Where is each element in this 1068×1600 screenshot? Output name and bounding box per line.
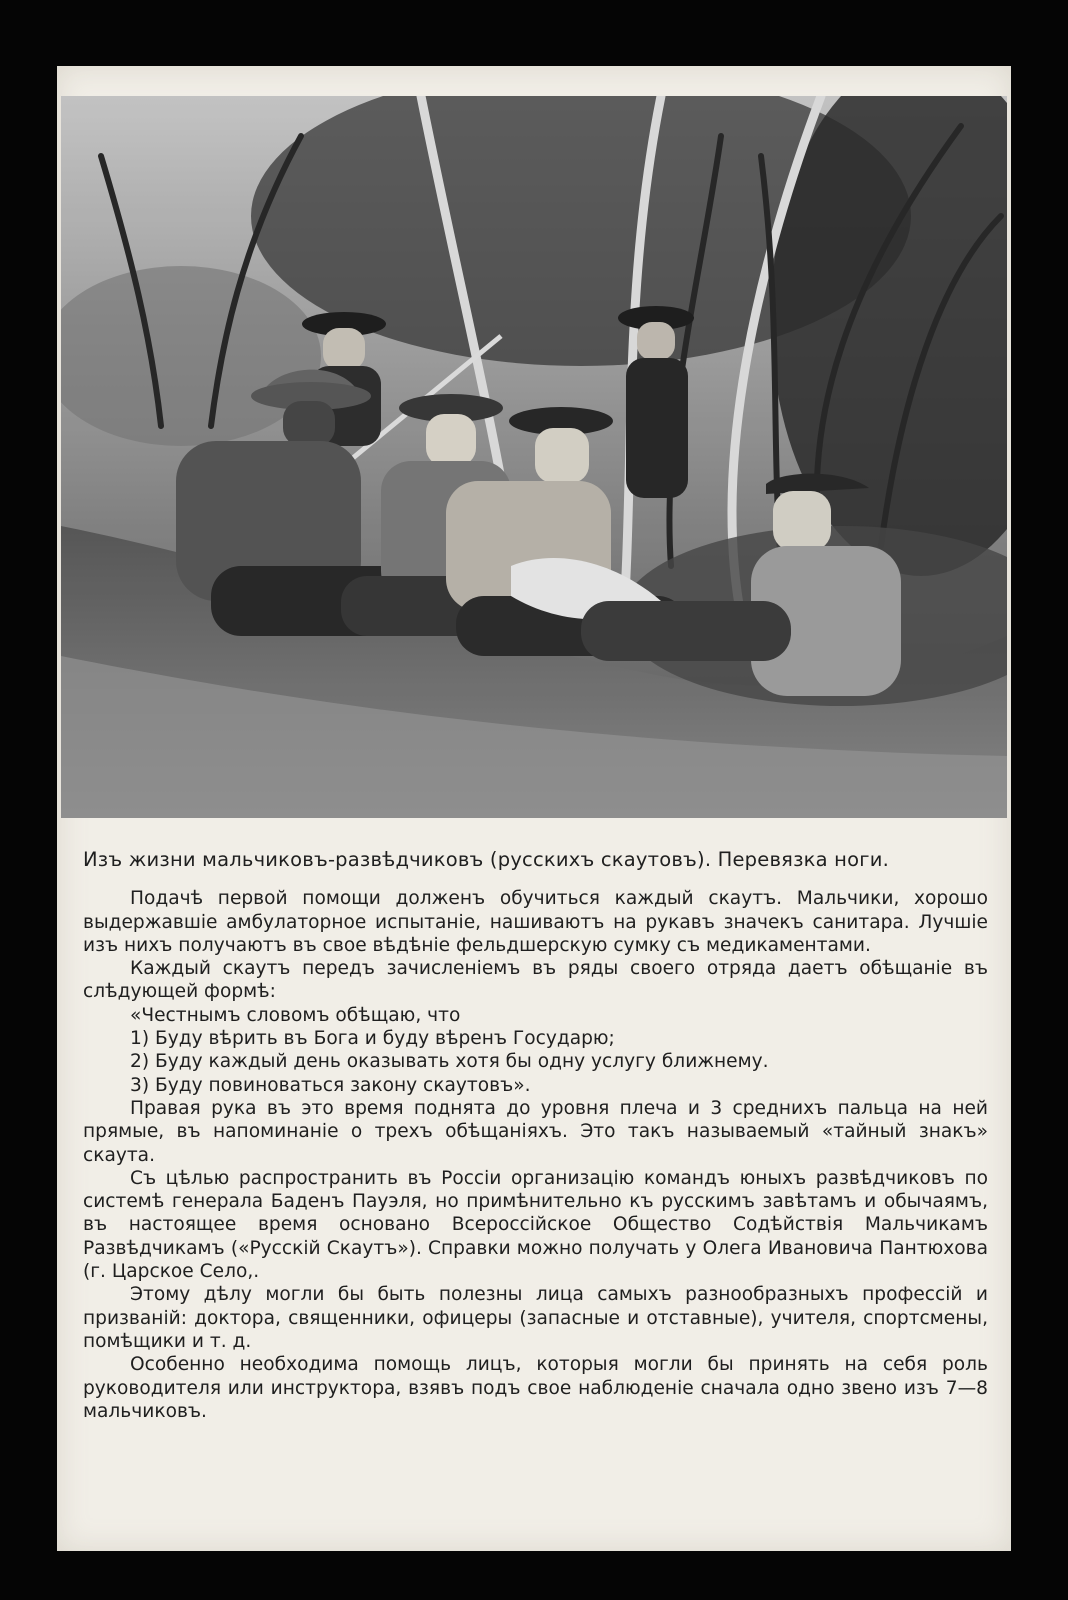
oath-opening: «Честнымъ словомъ обѣщаю, что — [130, 1004, 461, 1026]
paragraph-secret-sign: Правая рука въ это время поднята до уровня плеча и 3 среднихъ пальца на ней прямые, въ напоминаніе о трехъ обѣщаніяхъ. Это такъ называемый «тайный знакъ» скаута. — [83, 1097, 988, 1166]
postcard — [57, 66, 1011, 1551]
paragraph-society: Съ цѣлью распространить въ Россіи организацію командъ юныхъ развѣдчиковъ по системѣ генерала Баденъ Пауэля, но примѣнительно къ русскимъ завѣтамъ и обычаямъ, въ настоящее время основано Всероссійское Общество Содѣйствія Мальчикамъ Развѣдчикамъ («Русскій Скаутъ»). Справки можно получать у Олега Ивановича Пантюхова (г. Царское Село,. — [83, 1167, 988, 1283]
card-text — [83, 848, 988, 1423]
photo-caption: Изъ жизни мальчиковъ-развѣдчиковъ (русскихъ скаутовъ). Перевязка ноги. — [83, 848, 889, 871]
paragraph-oath-intro: Каждый скаутъ передъ зачисленіемъ въ ряды своего отряда даетъ обѣщаніе въ слѣдующей формѣ: — [83, 958, 988, 1003]
paragraph-helpers: Этому дѣлу могли бы быть полезны лица самыхъ разнообразныхъ профессій и призваній: доктора, священники, офицеры (запасные и отставные), учителя, спортсмены, помѣщики и т. д. — [83, 1284, 988, 1352]
paragraph-leaders: Особенно необходима помощь лицъ, которыя могли бы принять на себя роль руководителя или инструктора, взявъ подъ свое наблюденіе сначала одно звено изъ 7—8 мальчиковъ. — [83, 1354, 988, 1422]
photo-illustration — [61, 96, 1007, 818]
paragraph-first-aid: Подачѣ первой помощи долженъ обучиться каждый скаутъ. Мальчики, хорошо выдержавшіе амбулаторное испытаніе, нашиваютъ на рукавъ значекъ санитара. Лучшіе изъ нихъ получаютъ въ свое вѣдѣніе фельдшерскую сумку съ медикаментами. — [83, 888, 988, 956]
oath-item-1: 1) Буду вѣрить въ Бога и буду вѣренъ Государю; — [130, 1028, 615, 1050]
oath-item-2: 2) Буду каждый день оказывать хотя бы одну услугу ближнему. — [130, 1051, 769, 1073]
scouts-photograph — [61, 96, 1007, 818]
oath-item-3: 3) Буду повиноваться закону скаутовъ». — [130, 1074, 531, 1096]
